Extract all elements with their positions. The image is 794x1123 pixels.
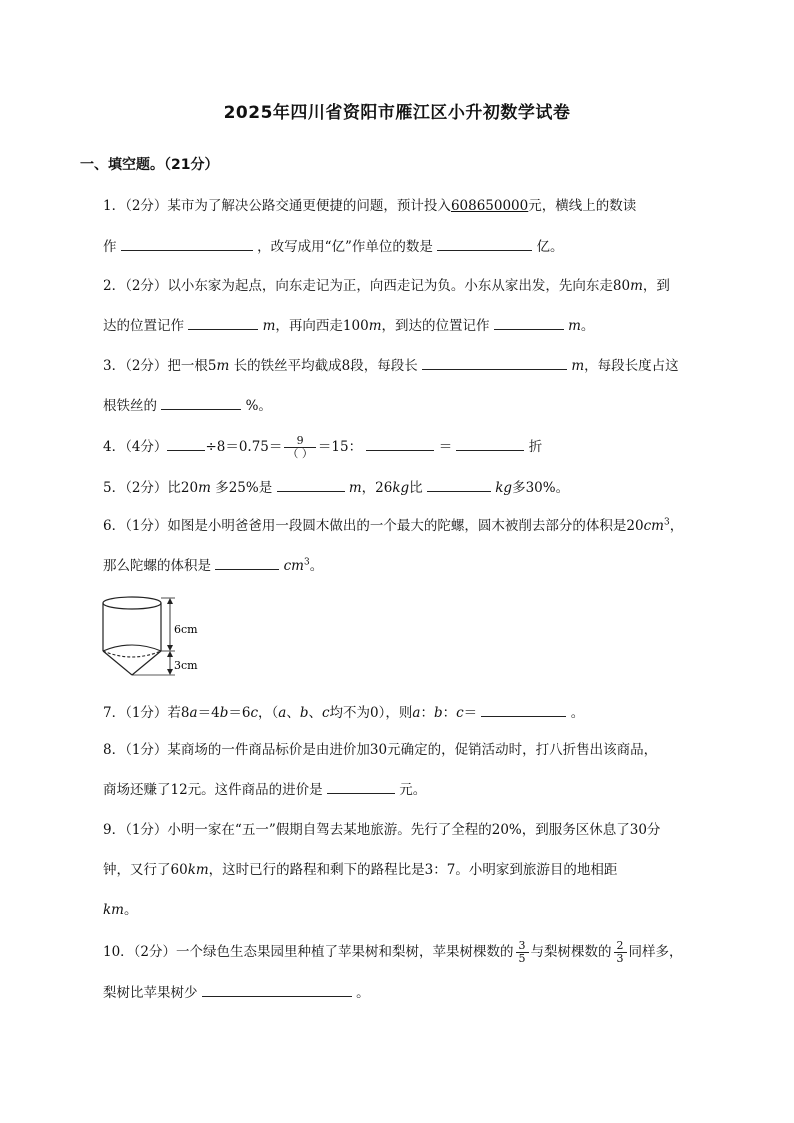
section-heading <box>80 154 218 174</box>
q7-var-b: b <box>219 705 229 721</box>
q2-text: 2．（2分）以小东家为起点，向东走记为正，向西走记为负。小东从家出发，先向东走80 <box>103 278 631 294</box>
q10-frac2-den: 3 <box>616 952 624 965</box>
q5-b: 多25%是 <box>215 480 273 496</box>
q10-frac1-den: 5 <box>518 952 526 965</box>
q10-c: 同样多， <box>628 944 683 960</box>
q6-unit-a: cm <box>643 518 664 534</box>
q9-line1 <box>103 820 660 840</box>
q6-l2end: 。 <box>309 558 324 574</box>
q6-unit-b: cm <box>283 558 304 574</box>
dim-label-3cm: 3cm <box>174 659 198 672</box>
q9-l2b: ，这时已行的路程和剩下的路程比是3：7。小明家到旅游目的地相距 <box>208 862 618 878</box>
q7-var-b3: b <box>433 705 443 721</box>
section-label: 一、填空题。 <box>80 157 164 173</box>
q1-number: 608650000 <box>450 198 529 214</box>
q8-line2 <box>103 779 426 800</box>
q4-text: 4．（4分） <box>103 439 168 455</box>
q6-sup-a: 3 <box>663 517 670 528</box>
q4-fraction <box>284 435 316 460</box>
q7-var-c2: c <box>321 705 330 721</box>
q9-unit-km2: km <box>103 902 124 918</box>
q5-c: ，26 <box>361 480 393 496</box>
q10-blank[interactable] <box>202 982 352 997</box>
q7-var-c3: c <box>456 705 464 721</box>
q7-e: 、 <box>286 705 300 721</box>
q8-text: 8．（1分）某商场的一件商品标价是由进价加30元确定的，促销活动时，打八折售出该商品， <box>103 742 658 758</box>
arrow-down-3cm <box>167 669 173 675</box>
q5-unit-m: m <box>198 480 211 496</box>
q7-d: ，（ <box>258 705 279 721</box>
q7-g: 均不为0），则 <box>329 705 413 721</box>
q7-f: 、 <box>308 705 322 721</box>
q8-l2a: 商场还赚了12元。这件商品的进价是 <box>103 782 323 798</box>
q3-l1b: 长的铁丝平均截成8段，每段长 <box>233 358 418 374</box>
q3-l2a: 根铁丝的 <box>103 398 157 414</box>
q2-unit-b: m <box>262 318 276 334</box>
q5-unit-kg: kg <box>392 480 410 496</box>
q3-l1c: ，每段长度占这 <box>584 358 679 374</box>
q4-line <box>103 435 542 460</box>
q9-l3end: 。 <box>123 902 138 918</box>
q2-unit-c: m <box>368 318 382 334</box>
q7-k: 。 <box>570 705 585 721</box>
q3-l2b: %。 <box>245 398 272 414</box>
q9-text: 9．（1分）小明一家在“五一”假期自驾去某地旅游。先行了全程的20%，到服务区休息了30分 <box>103 822 661 838</box>
cone-base-arc-hidden <box>103 651 161 657</box>
q1-line1 <box>103 196 636 216</box>
q10-line1 <box>103 940 683 965</box>
q2-l2a: 达的位置记作 <box>103 318 184 334</box>
q5-e: 多30%。 <box>512 480 570 496</box>
q6-blank[interactable] <box>215 555 279 570</box>
dim-label-6cm: 6cm <box>174 623 198 636</box>
q6-sup-b: 3 <box>303 557 310 568</box>
q2-l1end: ，到 <box>642 278 670 294</box>
q7-c: ＝6 <box>228 705 251 721</box>
arrow-up-6cm <box>167 598 173 604</box>
q7-var-b2: b <box>299 705 309 721</box>
q4-b: ÷8＝0.75＝ <box>205 439 283 455</box>
q7-b: ＝4 <box>197 705 220 721</box>
q1-blank-1[interactable] <box>121 236 253 251</box>
q1-line2 <box>103 236 564 257</box>
q5-text: 5．（2分）比20 <box>103 480 199 496</box>
q2-l2end: 。 <box>580 318 595 334</box>
q6-l1end: ， <box>669 518 684 534</box>
q2-unit-d: m <box>568 318 581 334</box>
q1-blank-2[interactable] <box>437 236 532 251</box>
q5-line <box>103 477 569 498</box>
q7-i: ： <box>442 705 457 721</box>
q3-line1 <box>103 355 679 376</box>
q2-line1 <box>103 276 670 296</box>
q8-line1 <box>103 740 657 760</box>
q4-blank-3[interactable] <box>456 436 524 451</box>
q1-l2a: 作 <box>103 239 117 255</box>
q9-line3 <box>103 900 137 920</box>
q8-blank[interactable] <box>327 779 395 794</box>
q7-line <box>103 702 584 723</box>
q3-line2 <box>103 395 272 416</box>
q10-frac2-num: 2 <box>614 940 627 953</box>
q10-frac1-num: 3 <box>516 940 529 953</box>
q3-unit-b: m <box>571 358 585 374</box>
q10-l2a: 梨树比苹果树少 <box>103 985 198 1001</box>
q6-line2 <box>103 555 323 576</box>
arrow-up-3cm <box>167 651 173 657</box>
q4-e: 折 <box>528 439 543 455</box>
q3-text: 3．（2分）把一根5 <box>103 358 217 374</box>
q6-line1 <box>103 516 683 536</box>
q7-j: ＝ <box>463 705 478 721</box>
q9-l2a: 钟，又行了60 <box>103 862 188 878</box>
q2-blank-2[interactable] <box>494 315 564 330</box>
q2-blank-1[interactable] <box>188 315 258 330</box>
q7-h: ： <box>420 705 434 721</box>
q1-text: 1．（2分）某市为了解决公路交通更便捷的问题，预计投入 <box>103 198 451 214</box>
arrow-down-6cm <box>167 645 173 651</box>
cylinder-top-ellipse <box>103 597 161 609</box>
q1-tail: 元，横线上的数读 <box>528 198 637 214</box>
q6-l2a: 那么陀螺的体积是 <box>103 558 211 574</box>
q10-l2end: 。 <box>356 985 370 1001</box>
q10-fraction-1 <box>516 940 529 965</box>
q5-blank-2[interactable] <box>427 477 491 492</box>
q1-l2b: ，改写成用“亿”作单位的数是 <box>257 239 433 255</box>
q5-blank-1[interactable] <box>277 477 345 492</box>
q7-var-c: c <box>250 705 258 721</box>
q7-text: 7．（1分）若8 <box>103 705 190 721</box>
q9-line2 <box>103 860 617 880</box>
q5-unit-kg2: kg <box>495 480 513 496</box>
cone-base-arc <box>103 645 161 651</box>
q4-blank-1[interactable] <box>167 436 205 451</box>
q10-fraction-2 <box>614 940 627 965</box>
q10-b: 与梨树棵数的 <box>530 944 612 960</box>
q3-blank-2[interactable] <box>161 395 241 410</box>
q4-d: ＝ <box>438 439 453 455</box>
q7-var-a: a <box>189 705 198 721</box>
q9-unit-km: km <box>187 862 209 878</box>
cone-right-edge <box>132 651 161 675</box>
page-title: 2025年四川省资阳市雁江区小升初数学试卷 <box>223 103 571 123</box>
q1-l2c: 亿。 <box>536 239 564 255</box>
q7-var-a3: a <box>412 705 421 721</box>
q7-var-a2: a <box>278 705 287 721</box>
q5-d: 比 <box>409 480 423 496</box>
q3-blank-1[interactable] <box>422 355 567 370</box>
q2-unit-a: m <box>630 278 643 294</box>
q2-l2b: ，再向西走100 <box>275 318 369 334</box>
q6-text: 6．（1分）如图是小明爸爸用一段圆木做出的一个最大的陀螺，圆木被削去部分的体积是20 <box>103 518 644 534</box>
q3-unit-a: m <box>216 358 230 374</box>
q10-line2 <box>103 982 370 1003</box>
q8-l2b: 元。 <box>399 782 427 798</box>
spinning-top-figure <box>100 595 210 680</box>
q5-unit-m2: m <box>348 480 362 496</box>
q2-line2 <box>103 315 594 336</box>
q4-frac-den-blank[interactable]: （ ） <box>287 447 313 460</box>
q10-text: 10．（2分）一个绿色生态果园里种植了苹果树和梨树，苹果树棵数的 <box>103 944 514 960</box>
q4-blank-2[interactable] <box>366 436 434 451</box>
q4-frac-num: 9 <box>284 435 316 448</box>
section-points: （21分） <box>164 157 219 173</box>
cone-left-edge <box>103 651 132 675</box>
q7-blank[interactable] <box>481 702 566 717</box>
q2-l2c: ，到达的位置记作 <box>381 318 490 334</box>
q4-c: ＝15： <box>317 439 363 455</box>
